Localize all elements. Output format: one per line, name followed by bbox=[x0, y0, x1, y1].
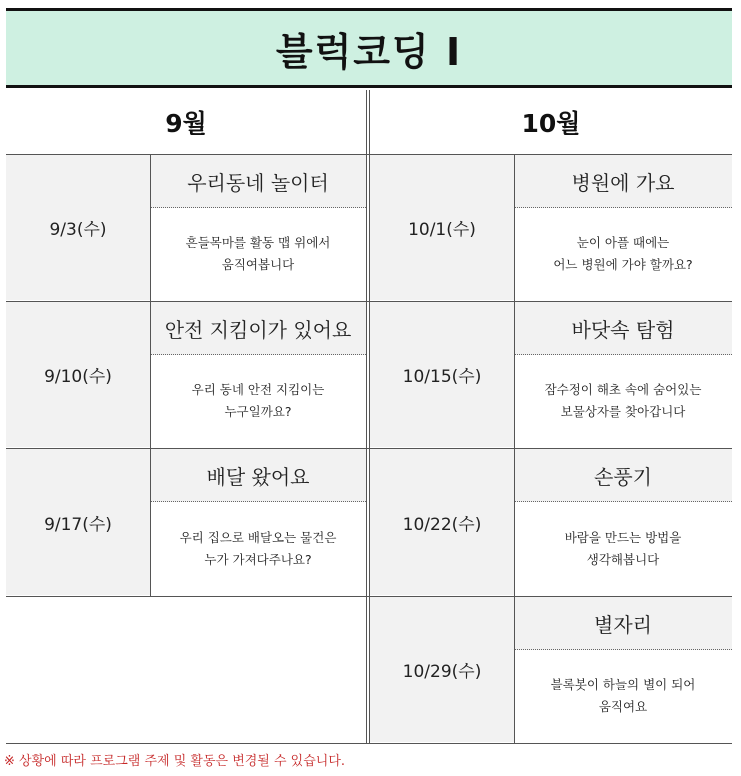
schedule-item bbox=[6, 155, 366, 300]
schedule-item bbox=[6, 302, 366, 447]
description-line: 누가 가져다주나요? bbox=[204, 551, 312, 567]
session-date: 9/3(수) bbox=[6, 155, 150, 300]
description-line: 보물상자를 찾아갑니다 bbox=[560, 404, 686, 419]
row-divider bbox=[6, 743, 732, 744]
session-title: 안전 지킴이가 있어요 bbox=[150, 302, 366, 355]
session-date: 10/22(수) bbox=[370, 449, 514, 595]
description-line: 누구일까요? bbox=[224, 404, 292, 419]
description-line: 눈이 아플 때에는 bbox=[576, 235, 670, 250]
description-line: 우리 집으로 배달오는 물건은 bbox=[179, 529, 337, 545]
description-line: 블록봇이 하늘의 별이 되어 bbox=[550, 677, 696, 692]
description-line: 움직여요 bbox=[598, 699, 648, 714]
schedule-item bbox=[370, 449, 732, 595]
month-header-september: 9월 bbox=[165, 109, 207, 138]
session-description bbox=[150, 355, 366, 447]
session-description bbox=[150, 502, 366, 595]
session-description bbox=[514, 650, 732, 742]
schedule-item bbox=[6, 449, 366, 595]
footnote: ※ 상황에 따라 프로그램 주제 및 활동은 변경될 수 있습니다. bbox=[4, 754, 346, 769]
session-description bbox=[514, 208, 732, 300]
session-date: 10/15(수) bbox=[370, 302, 514, 447]
column-divider bbox=[369, 90, 370, 743]
session-title: 손풍기 bbox=[514, 449, 732, 502]
row-divider bbox=[6, 301, 732, 302]
session-title: 바닷속 탐험 bbox=[514, 302, 732, 355]
schedule-item bbox=[370, 155, 732, 300]
session-date: 9/17(수) bbox=[6, 449, 150, 595]
session-title: 배달 왔어요 bbox=[150, 449, 366, 502]
column-divider bbox=[366, 90, 367, 743]
description-line: 우리 동네 안전 지킴이는 bbox=[191, 382, 325, 397]
description-line: 흔들목마를 활동 맵 위에서 bbox=[185, 235, 331, 250]
session-description bbox=[514, 502, 732, 595]
row-divider bbox=[6, 154, 732, 155]
session-date: 9/10(수) bbox=[6, 302, 150, 447]
schedule-item bbox=[370, 302, 732, 447]
session-title: 별자리 bbox=[514, 597, 732, 650]
schedule-item bbox=[370, 597, 732, 742]
description-line: 어느 병원에 가야 할까요? bbox=[553, 257, 693, 272]
date-divider bbox=[150, 155, 151, 596]
session-description bbox=[150, 208, 366, 300]
description-line: 바람을 만드는 방법을 bbox=[564, 529, 682, 545]
description-line: 움직여봅니다 bbox=[221, 257, 295, 272]
description-line: 잠수정이 해초 속에 숨어있는 bbox=[544, 382, 702, 397]
session-title: 병원에 가요 bbox=[514, 155, 732, 208]
session-date: 10/1(수) bbox=[370, 155, 514, 300]
session-title: 우리동네 놀이터 bbox=[150, 155, 366, 208]
session-description bbox=[514, 355, 732, 447]
row-divider bbox=[6, 596, 732, 597]
row-divider bbox=[6, 448, 732, 449]
page-title: 블럭코딩 I bbox=[6, 8, 732, 88]
session-date: 10/29(수) bbox=[370, 597, 514, 742]
date-divider bbox=[514, 155, 515, 743]
month-header-october: 10월 bbox=[521, 109, 581, 138]
description-line: 생각해봅니다 bbox=[586, 551, 660, 567]
